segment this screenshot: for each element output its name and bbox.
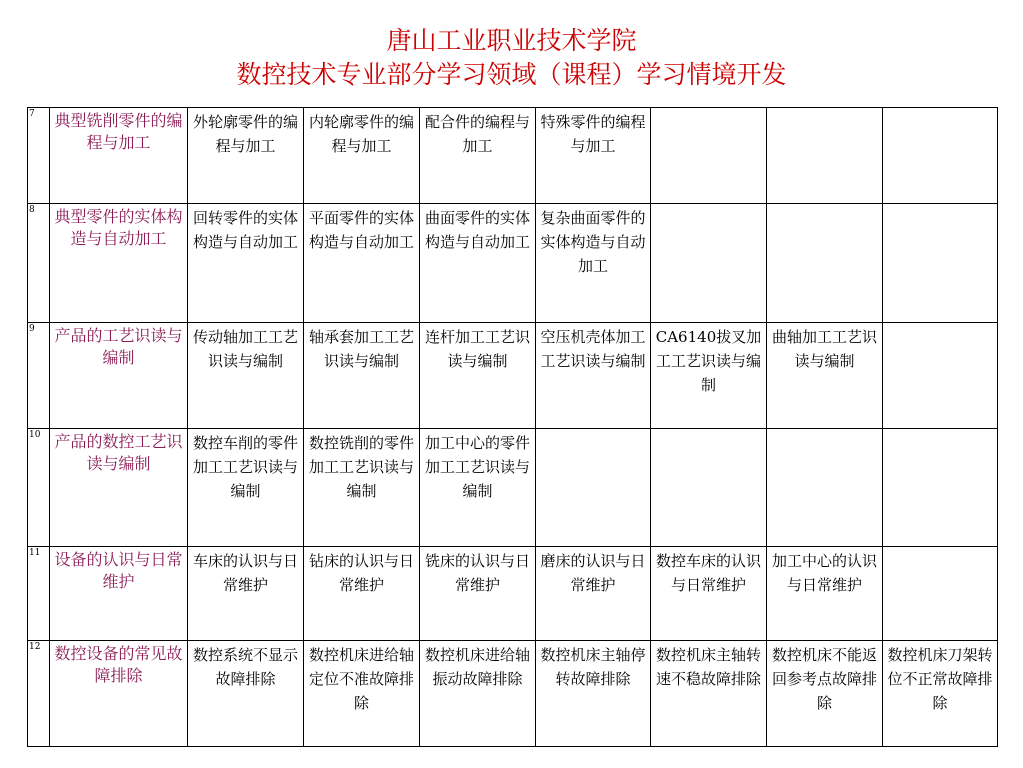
situation-cell: 铣床的认识与日常维护 (420, 547, 536, 641)
row-number: 9 (28, 323, 50, 429)
table-row (28, 641, 998, 747)
row-number: 11 (28, 547, 50, 641)
situation-cell (883, 204, 998, 323)
learning-situation-table (27, 107, 998, 747)
learning-area: 产品的数控工艺识读与编制 (50, 429, 188, 547)
table-row (28, 108, 998, 204)
situation-cell: 复杂曲面零件的实体构造与自动加工 (536, 204, 651, 323)
row-number: 8 (28, 204, 50, 323)
situation-cell: 回转零件的实体构造与自动加工 (188, 204, 304, 323)
situation-cell: 连杆加工工艺识读与编制 (420, 323, 536, 429)
table-row (28, 547, 998, 641)
situation-cell: 车床的认识与日常维护 (188, 547, 304, 641)
situation-cell: 磨床的认识与日常维护 (536, 547, 651, 641)
situation-cell: 数控机床进给轴振动故障排除 (420, 641, 536, 747)
situation-cell: 数控机床主轴转速不稳故障排除 (651, 641, 767, 747)
situation-cell: 加工中心的认识与日常维护 (767, 547, 883, 641)
situation-cell: CA6140拔叉加工工艺识读与编制 (651, 323, 767, 429)
learning-area: 典型铣削零件的编程与加工 (50, 108, 188, 204)
situation-cell: 数控车削的零件加工工艺识读与编制 (188, 429, 304, 547)
table-row (28, 323, 998, 429)
situation-cell: 空压机壳体加工工艺识读与编制 (536, 323, 651, 429)
row-number: 10 (28, 429, 50, 547)
situation-cell (651, 108, 767, 204)
situation-cell: 内轮廓零件的编程与加工 (304, 108, 420, 204)
learning-area: 典型零件的实体构造与自动加工 (50, 204, 188, 323)
situation-cell: 加工中心的零件加工工艺识读与编制 (420, 429, 536, 547)
situation-cell: 轴承套加工工艺识读与编制 (304, 323, 420, 429)
learning-area: 数控设备的常见故障排除 (50, 641, 188, 747)
situation-cell: 平面零件的实体构造与自动加工 (304, 204, 420, 323)
situation-cell (883, 108, 998, 204)
page-title: 唐山工业职业技术学院 (386, 26, 637, 55)
situation-cell: 曲面零件的实体构造与自动加工 (420, 204, 536, 323)
situation-cell (767, 108, 883, 204)
table-row (28, 429, 998, 547)
learning-area: 产品的工艺识读与编制 (50, 323, 188, 429)
situation-cell: 外轮廓零件的编程与加工 (188, 108, 304, 204)
row-number: 7 (28, 108, 50, 204)
situation-cell: 数控系统不显示故障排除 (188, 641, 304, 747)
situation-cell: 钻床的认识与日常维护 (304, 547, 420, 641)
situation-cell: 数控铣削的零件加工工艺识读与编制 (304, 429, 420, 547)
situation-cell (883, 547, 998, 641)
situation-cell: 数控机床不能返回参考点故障排除 (767, 641, 883, 747)
row-number: 12 (28, 641, 50, 747)
situation-cell (767, 204, 883, 323)
learning-area: 设备的认识与日常维护 (50, 547, 188, 641)
table-row (28, 204, 998, 323)
situation-cell (651, 204, 767, 323)
situation-cell: 传动轴加工工艺识读与编制 (188, 323, 304, 429)
situation-cell: 特殊零件的编程与加工 (536, 108, 651, 204)
situation-cell: 数控机床主轴停转故障排除 (536, 641, 651, 747)
situation-cell (767, 429, 883, 547)
situation-cell: 数控车床的认识与日常维护 (651, 547, 767, 641)
situation-cell (536, 429, 651, 547)
page-subtitle: 数控技术专业部分学习领域（课程）学习情境开发 (236, 60, 787, 89)
situation-cell (883, 323, 998, 429)
situation-cell: 曲轴加工工艺识读与编制 (767, 323, 883, 429)
situation-cell (651, 429, 767, 547)
situation-cell (883, 429, 998, 547)
situation-cell: 配合件的编程与加工 (420, 108, 536, 204)
situation-cell: 数控机床刀架转位不正常故障排除 (883, 641, 998, 747)
situation-cell: 数控机床进给轴定位不准故障排除 (304, 641, 420, 747)
